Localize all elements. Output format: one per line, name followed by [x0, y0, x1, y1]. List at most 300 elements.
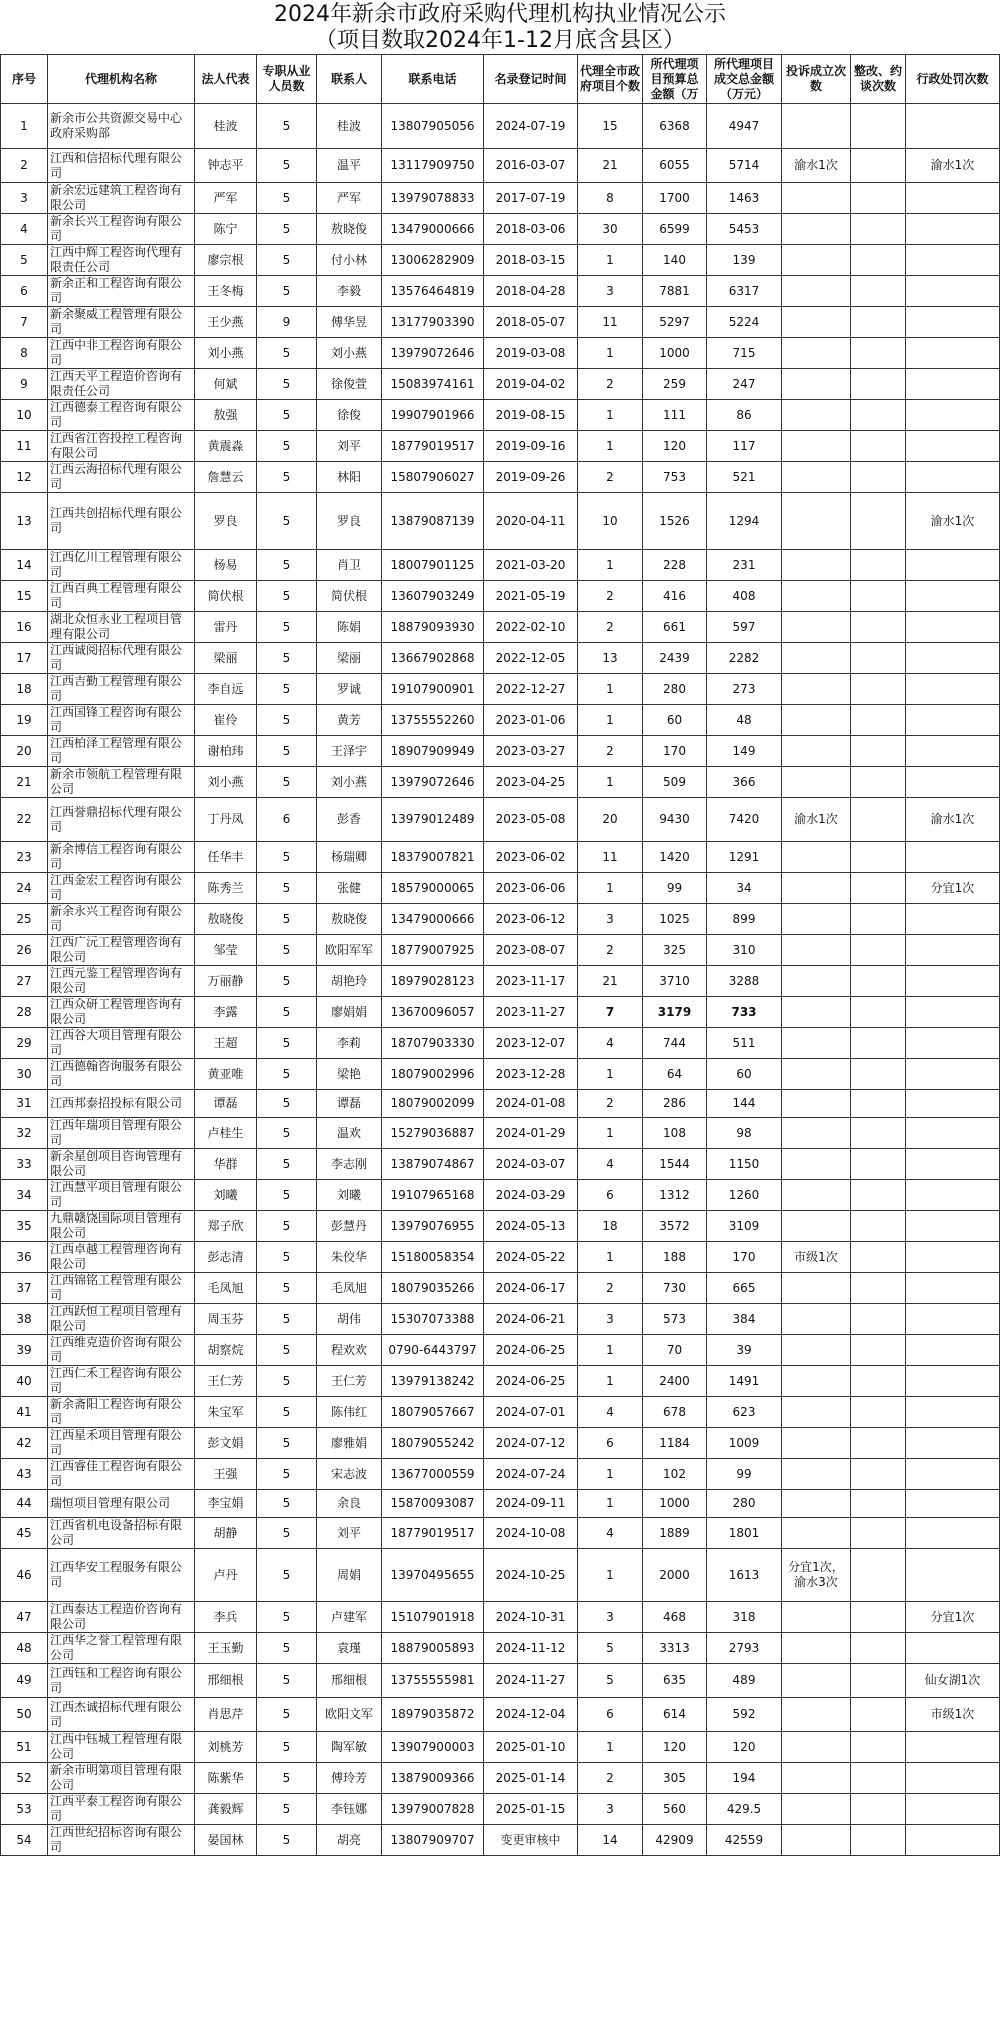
table-cell: 胡察烷 — [195, 1335, 257, 1366]
table-cell: 陈紫华 — [195, 1763, 257, 1794]
table-cell — [851, 431, 906, 462]
table-cell: 5 — [257, 1602, 317, 1633]
table-cell: 毛凤旭 — [317, 1273, 382, 1304]
table-cell: 39 — [707, 1335, 782, 1366]
table-cell: 46 — [1, 1549, 48, 1602]
table-cell: 13677000559 — [382, 1459, 484, 1490]
table-row — [1, 183, 1000, 214]
table-cell — [782, 550, 851, 581]
table-cell: 2022-12-27 — [484, 674, 578, 705]
table-cell — [906, 307, 1000, 338]
table-row — [1, 550, 1000, 581]
table-cell: 3 — [578, 904, 643, 935]
table-cell — [906, 705, 1000, 736]
table-cell — [906, 1273, 1000, 1304]
table-row — [1, 1304, 1000, 1335]
table-cell: 江西中非工程咨询有限公司 — [48, 338, 195, 369]
table-cell: 新余斋阳工程咨询有限公司 — [48, 1397, 195, 1428]
table-cell — [906, 842, 1000, 873]
table-cell: 14 — [578, 1825, 643, 1856]
table-cell: 11 — [578, 307, 643, 338]
table-cell: 2024-10-31 — [484, 1602, 578, 1633]
table-row — [1, 1698, 1000, 1732]
column-header: 所代理项目预算总金额（万 — [643, 55, 707, 104]
table-cell: 120 — [707, 1732, 782, 1763]
table-cell: 4 — [578, 1518, 643, 1549]
table-cell: 2018-04-28 — [484, 276, 578, 307]
table-cell: 170 — [707, 1242, 782, 1273]
table-cell: 8 — [1, 338, 48, 369]
table-cell: 1 — [1, 104, 48, 149]
table-cell — [782, 1428, 851, 1459]
table-cell — [906, 966, 1000, 997]
table-cell: 徐俊萱 — [317, 369, 382, 400]
table-cell: 江西省江咨投控工程咨询有限公司 — [48, 431, 195, 462]
table-cell: 38 — [1, 1304, 48, 1335]
table-cell: 1 — [578, 245, 643, 276]
table-cell — [906, 643, 1000, 674]
table-cell: 4 — [578, 1028, 643, 1059]
table-cell: 13879087139 — [382, 493, 484, 550]
table-cell: 51 — [1, 1732, 48, 1763]
table-cell: 9 — [1, 369, 48, 400]
table-cell: 新余永兴工程咨询有限公司 — [48, 904, 195, 935]
table-row — [1, 1397, 1000, 1428]
table-cell — [906, 935, 1000, 966]
table-cell — [782, 1602, 851, 1633]
table-cell: 1 — [578, 1549, 643, 1602]
table-cell — [782, 581, 851, 612]
table-cell: 敖强 — [195, 400, 257, 431]
table-cell — [782, 1180, 851, 1211]
table-cell: 2023-11-27 — [484, 997, 578, 1028]
table-cell: 5 — [257, 1118, 317, 1149]
table-cell: 2 — [578, 612, 643, 643]
table-cell: 2023-03-27 — [484, 736, 578, 767]
table-cell: 305 — [643, 1763, 707, 1794]
table-cell — [906, 431, 1000, 462]
table-cell: 江西仁禾工程咨询有限公司 — [48, 1366, 195, 1397]
table-cell: 简伏根 — [195, 581, 257, 612]
table-cell: 3313 — [643, 1633, 707, 1664]
table-row — [1, 104, 1000, 149]
table-cell: 43 — [1, 1459, 48, 1490]
table-cell: 5 — [257, 276, 317, 307]
table-cell: 2023-12-07 — [484, 1028, 578, 1059]
table-cell: 谭磊 — [195, 1090, 257, 1118]
table-cell — [782, 1335, 851, 1366]
table-cell: 5 — [257, 935, 317, 966]
table-cell: 1420 — [643, 842, 707, 873]
table-cell: 194 — [707, 1763, 782, 1794]
table-cell: 60 — [643, 705, 707, 736]
table-cell: 5 — [257, 767, 317, 798]
table-cell: 刘小燕 — [195, 338, 257, 369]
table-cell: 33 — [1, 1149, 48, 1180]
table-cell: 2024-06-17 — [484, 1273, 578, 1304]
table-cell — [782, 462, 851, 493]
table-cell: 江西跃恒工程项目管理有限公司 — [48, 1304, 195, 1335]
table-cell: 98 — [707, 1118, 782, 1149]
table-cell: 31 — [1, 1090, 48, 1118]
table-cell: 朱宝军 — [195, 1397, 257, 1428]
table-cell: 2024-01-29 — [484, 1118, 578, 1149]
table-cell — [906, 183, 1000, 214]
table-cell: 22 — [1, 798, 48, 842]
table-cell: 2018-03-15 — [484, 245, 578, 276]
table-cell — [851, 493, 906, 550]
table-cell: 新余市公共资源交易中心政府采购部 — [48, 104, 195, 149]
table-cell — [782, 1059, 851, 1090]
header-row — [1, 55, 1000, 104]
table-cell: 13 — [578, 643, 643, 674]
table-cell: 1544 — [643, 1149, 707, 1180]
table-cell: 傅玲芳 — [317, 1763, 382, 1794]
table-cell: 1 — [578, 1490, 643, 1518]
table-cell: 1491 — [707, 1366, 782, 1397]
table-cell: 6317 — [707, 276, 782, 307]
table-cell: 5224 — [707, 307, 782, 338]
table-row — [1, 338, 1000, 369]
table-cell: 635 — [643, 1664, 707, 1698]
table-cell: 李莉 — [317, 1028, 382, 1059]
table-cell: 黄芳 — [317, 705, 382, 736]
table-cell: 1000 — [643, 338, 707, 369]
table-cell: 1150 — [707, 1149, 782, 1180]
table-cell: 7881 — [643, 276, 707, 307]
table-cell: 胡静 — [195, 1518, 257, 1549]
table-cell: 5 — [257, 1028, 317, 1059]
table-cell: 2023-06-06 — [484, 873, 578, 904]
table-cell: 2024-05-22 — [484, 1242, 578, 1273]
table-cell: 江西卓越工程管理咨询有限公司 — [48, 1242, 195, 1273]
table-cell: 6 — [578, 1180, 643, 1211]
table-cell — [906, 997, 1000, 1028]
table-cell: 刘曦 — [195, 1180, 257, 1211]
table-cell: 2023-01-06 — [484, 705, 578, 736]
table-row — [1, 1459, 1000, 1490]
table-cell: 13177903390 — [382, 307, 484, 338]
table-cell — [906, 214, 1000, 245]
table-cell: 30 — [578, 214, 643, 245]
table-cell: 5 — [257, 104, 317, 149]
table-cell — [851, 935, 906, 966]
table-row — [1, 462, 1000, 493]
table-cell — [851, 1090, 906, 1118]
table-cell: 梁丽 — [317, 643, 382, 674]
table-cell — [906, 1633, 1000, 1664]
table-cell: 15083974161 — [382, 369, 484, 400]
table-cell: 5 — [257, 1304, 317, 1335]
table-cell: 3 — [578, 1794, 643, 1825]
table-cell: 晏国林 — [195, 1825, 257, 1856]
table-cell: 江西华之誉工程管理有限公司 — [48, 1633, 195, 1664]
table-cell — [782, 904, 851, 935]
table-cell — [906, 369, 1000, 400]
table-cell: 2282 — [707, 643, 782, 674]
table-cell: 5 — [257, 550, 317, 581]
table-cell: 朱佼华 — [317, 1242, 382, 1273]
table-cell: 钟志平 — [195, 149, 257, 183]
table-cell: 53 — [1, 1794, 48, 1825]
table-cell: 13979138242 — [382, 1366, 484, 1397]
table-cell: 5714 — [707, 149, 782, 183]
table-cell: 廖宗根 — [195, 245, 257, 276]
table-cell — [851, 1118, 906, 1149]
table-cell: 18079002996 — [382, 1059, 484, 1090]
table-cell — [782, 104, 851, 149]
table-cell: 周玉芬 — [195, 1304, 257, 1335]
table-row — [1, 1633, 1000, 1664]
table-cell: 39 — [1, 1335, 48, 1366]
table-cell: 5 — [257, 705, 317, 736]
table-row — [1, 1732, 1000, 1763]
table-cell: 谭磊 — [317, 1090, 382, 1118]
table-cell: 1000 — [643, 1490, 707, 1518]
table-cell: 5 — [257, 1366, 317, 1397]
table-cell — [782, 1825, 851, 1856]
table-cell: 273 — [707, 674, 782, 705]
table-cell: 5 — [257, 1397, 317, 1428]
table-cell: 丁丹凤 — [195, 798, 257, 842]
table-cell: 江西中钰城工程管理有限公司 — [48, 1732, 195, 1763]
table-cell — [851, 1211, 906, 1242]
table-row — [1, 431, 1000, 462]
table-cell: 2024-10-25 — [484, 1549, 578, 1602]
table-cell: 30 — [1, 1059, 48, 1090]
table-cell: 1 — [578, 1335, 643, 1366]
table-cell: 江西世纪招标咨询有限公司 — [48, 1825, 195, 1856]
table-cell: 15870093087 — [382, 1490, 484, 1518]
table-cell — [906, 1366, 1000, 1397]
table-cell: 市级1次 — [906, 1698, 1000, 1732]
table-cell: 19 — [1, 705, 48, 736]
table-cell: 13607903249 — [382, 581, 484, 612]
table-cell: 18879005893 — [382, 1633, 484, 1664]
table-cell: 13979007828 — [382, 1794, 484, 1825]
table-row — [1, 873, 1000, 904]
table-cell: 傅华昱 — [317, 307, 382, 338]
table-cell: 罗诚 — [317, 674, 382, 705]
table-cell: 99 — [643, 873, 707, 904]
table-cell: 1 — [578, 674, 643, 705]
table-cell — [851, 643, 906, 674]
table-cell — [906, 1304, 1000, 1335]
table-cell — [906, 245, 1000, 276]
table-cell: 梁艳 — [317, 1059, 382, 1090]
table-cell: 5 — [257, 245, 317, 276]
table-row — [1, 276, 1000, 307]
table-cell: 2018-05-07 — [484, 307, 578, 338]
table-cell — [782, 307, 851, 338]
table-cell: 29 — [1, 1028, 48, 1059]
table-cell — [906, 1825, 1000, 1856]
table-cell: 5 — [257, 1794, 317, 1825]
table-cell: 139 — [707, 245, 782, 276]
column-header: 代理机构名称 — [48, 55, 195, 104]
table-cell: 新余星创项目咨询管理有限公司 — [48, 1149, 195, 1180]
table-cell — [782, 1211, 851, 1242]
table-cell: 新余聚威工程管理有限公司 — [48, 307, 195, 338]
table-cell: 王仁芳 — [195, 1366, 257, 1397]
table-cell — [851, 369, 906, 400]
table-cell: 34 — [1, 1180, 48, 1211]
table-cell: 2019-09-16 — [484, 431, 578, 462]
table-cell: 5 — [257, 1518, 317, 1549]
table-cell: 王仁芳 — [317, 1366, 382, 1397]
table-cell: 5 — [1, 245, 48, 276]
table-cell: 2 — [578, 1273, 643, 1304]
table-cell: 梁丽 — [195, 643, 257, 674]
table-cell — [906, 581, 1000, 612]
table-cell: 13979012489 — [382, 798, 484, 842]
table-cell: 13 — [1, 493, 48, 550]
table-row — [1, 1602, 1000, 1633]
table-cell: 13117909750 — [382, 149, 484, 183]
table-cell — [851, 1028, 906, 1059]
table-cell: 分宜1次，渝水3次 — [782, 1549, 851, 1602]
table-cell — [782, 400, 851, 431]
table-cell — [851, 1698, 906, 1732]
table-cell: 5 — [257, 462, 317, 493]
table-cell: 2024-12-04 — [484, 1698, 578, 1732]
table-cell: 40 — [1, 1366, 48, 1397]
table-cell: 5453 — [707, 214, 782, 245]
table-cell: 江西吉勤工程管理有限公司 — [48, 674, 195, 705]
table-cell: 511 — [707, 1028, 782, 1059]
table-cell: 江西钰和工程咨询有限公司 — [48, 1664, 195, 1698]
table-cell: 2024-10-08 — [484, 1518, 578, 1549]
table-cell: 17 — [1, 643, 48, 674]
table-row — [1, 767, 1000, 798]
table-cell: 彭志清 — [195, 1242, 257, 1273]
table-cell: 严军 — [195, 183, 257, 214]
table-cell — [851, 550, 906, 581]
column-header: 整改、约谈次数 — [851, 55, 906, 104]
table-cell — [782, 1090, 851, 1118]
table-cell — [851, 462, 906, 493]
table-cell: 2021-03-20 — [484, 550, 578, 581]
table-cell: 江西和信招标代理有限公司 — [48, 149, 195, 183]
table-cell: 5 — [257, 1273, 317, 1304]
table-cell: 2021-05-19 — [484, 581, 578, 612]
table-cell: 陈娟 — [317, 612, 382, 643]
table-cell: 2019-08-15 — [484, 400, 578, 431]
table-cell: 5 — [257, 966, 317, 997]
table-cell: 44 — [1, 1490, 48, 1518]
table-cell: 560 — [643, 1794, 707, 1825]
table-cell: 5 — [257, 873, 317, 904]
table-cell: 5 — [578, 1633, 643, 1664]
table-cell: 325 — [643, 935, 707, 966]
table-cell — [906, 400, 1000, 431]
table-cell: 5 — [257, 400, 317, 431]
table-row — [1, 1059, 1000, 1090]
table-cell: 敖晓俊 — [317, 904, 382, 935]
table-cell: 13979078833 — [382, 183, 484, 214]
table-cell — [906, 1732, 1000, 1763]
table-cell: 144 — [707, 1090, 782, 1118]
table-cell: 杨瑞卿 — [317, 842, 382, 873]
table-cell: 欧阳军军 — [317, 935, 382, 966]
table-row — [1, 612, 1000, 643]
table-cell: 42 — [1, 1428, 48, 1459]
table-cell: 李兵 — [195, 1602, 257, 1633]
table-cell: 15807906027 — [382, 462, 484, 493]
table-cell — [782, 612, 851, 643]
table-cell — [782, 493, 851, 550]
table-cell — [851, 674, 906, 705]
table-cell — [906, 1118, 1000, 1149]
table-cell: 468 — [643, 1602, 707, 1633]
table-cell: 188 — [643, 1242, 707, 1273]
table-cell: 万丽静 — [195, 966, 257, 997]
table-cell: 5 — [257, 1090, 317, 1118]
table-cell: 678 — [643, 1397, 707, 1428]
table-cell — [782, 1518, 851, 1549]
table-cell: 詹慧云 — [195, 462, 257, 493]
table-cell: 60 — [707, 1059, 782, 1090]
table-cell — [782, 214, 851, 245]
table-cell — [782, 1118, 851, 1149]
table-cell — [782, 1397, 851, 1428]
table-cell — [906, 1763, 1000, 1794]
table-cell: 228 — [643, 550, 707, 581]
table-cell: 18707903330 — [382, 1028, 484, 1059]
table-cell: 3288 — [707, 966, 782, 997]
table-cell: 64 — [643, 1059, 707, 1090]
table-cell: 分宜1次 — [906, 1602, 1000, 1633]
table-cell: 江西谷大项目管理有限公司 — [48, 1028, 195, 1059]
table-cell: 8 — [578, 183, 643, 214]
table-cell: 899 — [707, 904, 782, 935]
table-cell — [851, 1335, 906, 1366]
table-cell — [782, 873, 851, 904]
table-cell: 江西平泰工程咨询有限公司 — [48, 1794, 195, 1825]
table-cell — [851, 1518, 906, 1549]
table-cell: 7420 — [707, 798, 782, 842]
table-cell: 3 — [578, 1602, 643, 1633]
table-cell — [906, 104, 1000, 149]
table-cell: 袁瑾 — [317, 1633, 382, 1664]
agency-table — [0, 54, 1000, 1856]
table-cell: 新余市明第项目管理有限公司 — [48, 1763, 195, 1794]
table-cell: 1889 — [643, 1518, 707, 1549]
table-cell — [851, 1825, 906, 1856]
table-cell: 6055 — [643, 149, 707, 183]
table-cell: 5 — [257, 183, 317, 214]
table-cell: 2023-04-25 — [484, 767, 578, 798]
table-cell — [782, 1149, 851, 1180]
table-cell: 1 — [578, 1242, 643, 1273]
table-cell: 15279036887 — [382, 1118, 484, 1149]
table-cell: 715 — [707, 338, 782, 369]
table-cell: 13979072646 — [382, 338, 484, 369]
table-cell: 102 — [643, 1459, 707, 1490]
table-cell: 280 — [707, 1490, 782, 1518]
table-cell: 1 — [578, 705, 643, 736]
table-cell: 1613 — [707, 1549, 782, 1602]
table-cell — [906, 1490, 1000, 1518]
table-row — [1, 1118, 1000, 1149]
table-cell: 3 — [1, 183, 48, 214]
table-cell: 罗良 — [317, 493, 382, 550]
table-cell: 分宜1次 — [906, 873, 1000, 904]
table-cell — [851, 307, 906, 338]
table-cell: 市级1次 — [782, 1242, 851, 1273]
table-cell — [782, 767, 851, 798]
table-cell — [906, 1459, 1000, 1490]
